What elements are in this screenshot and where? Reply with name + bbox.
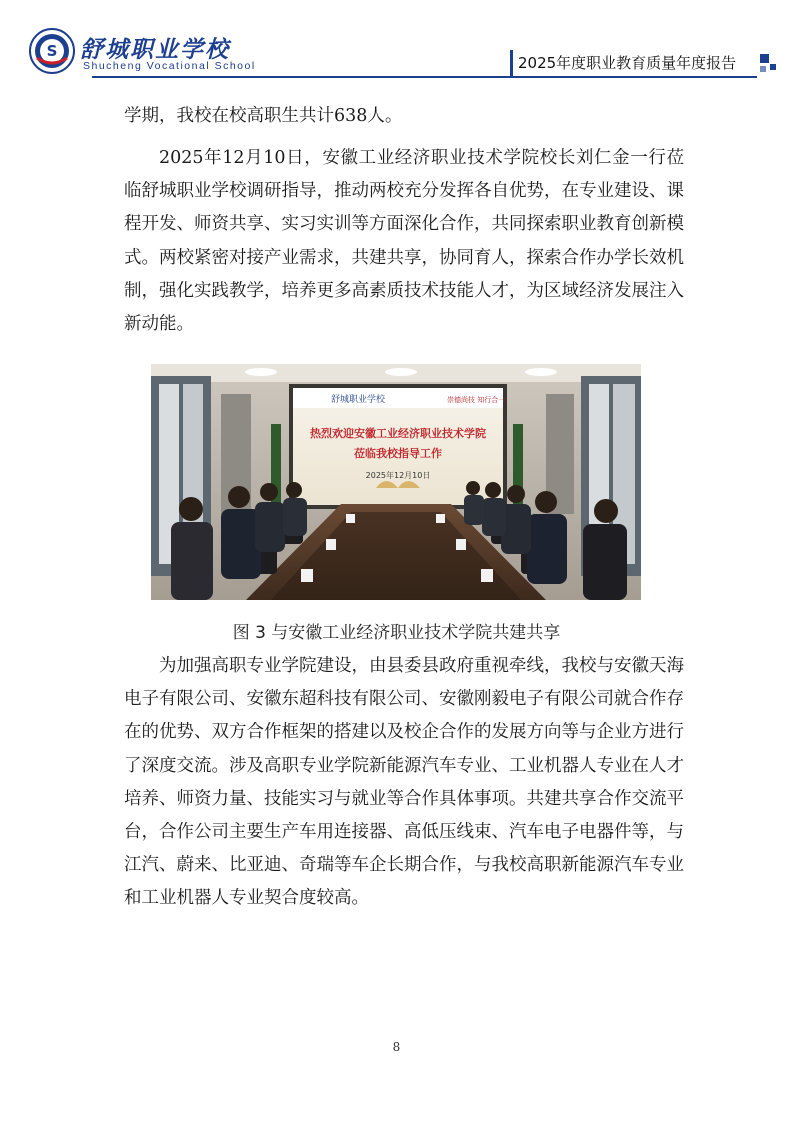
page-header <box>0 0 793 82</box>
figure-caption: 图 3 与安徽工业经济职业技术学院共建共享 <box>232 623 561 643</box>
photo-text-seal-letter: S <box>46 42 58 60</box>
photo-text-scr-date: 2025年12月10日 <box>365 471 431 480</box>
photo-text-scr-line2: 莅临我校指导工作 <box>354 447 442 460</box>
header-deco-square <box>760 54 769 63</box>
school-name: 舒城职业学校 <box>80 36 230 63</box>
header-rule <box>92 76 757 78</box>
photo-text-scr-line1: 热烈欢迎安徽工业经济职业技术学院 <box>310 427 486 440</box>
header-deco-square <box>770 64 776 70</box>
photo-text-scr-school: 舒城职业学校 <box>331 395 386 405</box>
paragraph-school-visit: 2025年12月10日，安徽工业经济职业技术学院校长刘仁金一行莅临舒城职业学校调研指导，推动两校充分发挥各自优势，在专业建设、课程开发、师资共享、实习实训等方面深化合作，共同探索职业教育创新模式。两校紧密对接产业需求，共建共享，协同育人，探索合作办学长效机制，强化实践教学，培养更多高素质技术技能人才，为区域经济发展注入新动能。 <box>124 148 684 335</box>
meeting-photo <box>151 364 641 600</box>
school-seal-logo <box>29 28 75 74</box>
paragraph-enterprise-cooperation: 为加强高职专业学院建设，由县委县政府重视牵线，我校与安徽天海电子有限公司、安徽东超科技有限公司、安徽刚毅电子有限公司就合作存在的优势、双方合作框架的搭建以及校企合作的发展方向等与企业方进行了深度交流。涉及高职专业学院新能源汽车专业、工业机器人专业在人才培养、师资力量、技能实习与就业等合作具体事项。共建共享合作交流平台，合作公司主要生产车用连接器、高低压线束、汽车电子电器件等，与江汽、蔚来、比亚迪、奇瑞等车企长期合作，与我校高职新能源汽车专业和工业机器人专业契合度较高。 <box>124 656 684 909</box>
meeting-photo-illustration <box>151 364 641 600</box>
school-name-english: Shucheng Vocational School <box>83 60 256 72</box>
header-deco-square <box>760 66 766 72</box>
report-title: 2025年度职业教育质量年度报告 <box>518 54 737 72</box>
paragraph-continued: 学期，我校在校高职生共计638人。 <box>124 106 403 126</box>
photo-text-scr-slogan: 崇德尚技 知行合一 <box>447 396 506 404</box>
page-number: 8 <box>392 1040 401 1054</box>
